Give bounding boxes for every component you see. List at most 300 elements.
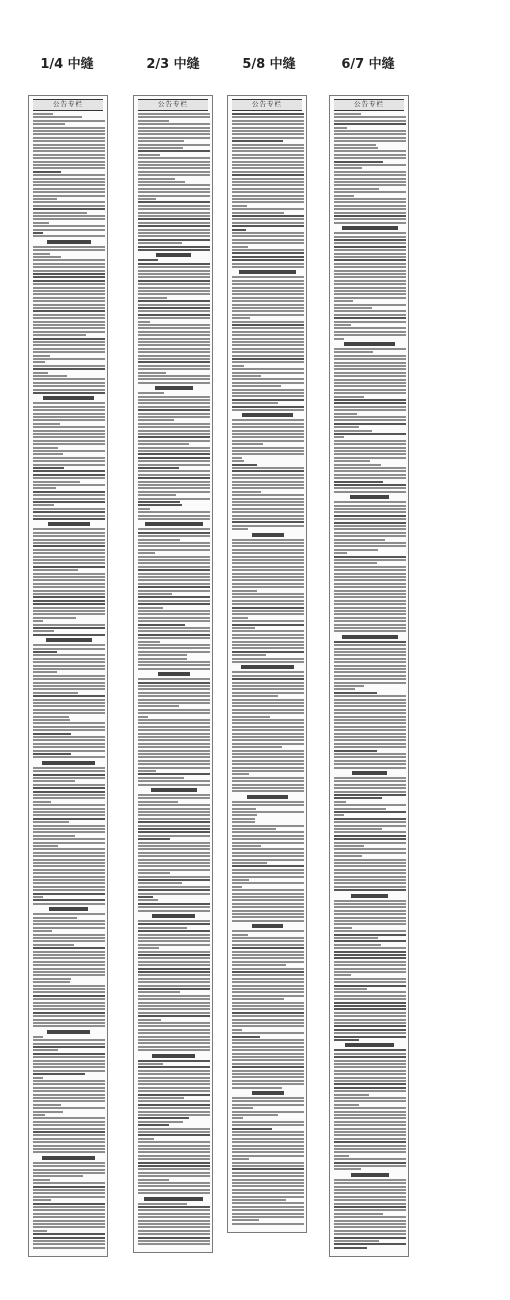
text-line — [334, 140, 406, 142]
text-line — [232, 372, 304, 374]
text-line — [138, 641, 160, 643]
text-line — [138, 852, 210, 854]
text-line — [334, 481, 383, 483]
text-line — [33, 1151, 105, 1153]
text-line — [334, 1186, 406, 1188]
text-line — [33, 256, 61, 258]
text-line — [334, 355, 406, 357]
text-line — [334, 991, 406, 993]
text-line — [33, 893, 105, 895]
text-line — [334, 641, 406, 643]
text-line — [138, 174, 210, 176]
text-line — [232, 913, 304, 915]
text-line — [33, 1111, 63, 1113]
text-line — [138, 232, 210, 234]
text-line — [33, 375, 67, 377]
text-line — [232, 763, 304, 765]
text-line — [33, 1141, 105, 1143]
text-line — [33, 545, 105, 547]
text-line — [33, 232, 43, 234]
text-line — [232, 1189, 304, 1191]
text-line — [33, 1134, 105, 1136]
text-line — [138, 1019, 161, 1021]
text-line — [334, 658, 406, 660]
text-line — [33, 954, 105, 956]
text-line — [33, 406, 105, 408]
text-line — [334, 1223, 406, 1225]
text-line — [334, 947, 406, 949]
text-line — [138, 1066, 210, 1068]
text-line — [138, 801, 178, 803]
text-line — [334, 338, 344, 340]
text-line — [232, 586, 304, 588]
text-line — [33, 549, 105, 551]
notice-subheading — [47, 1030, 90, 1034]
text-line — [33, 1145, 105, 1147]
text-line — [138, 1145, 210, 1147]
text-line — [33, 661, 105, 663]
text-line — [138, 869, 210, 871]
text-line — [232, 389, 304, 391]
text-line — [334, 971, 406, 973]
text-line — [232, 470, 304, 472]
text-line — [33, 736, 105, 738]
text-line — [232, 1012, 304, 1014]
text-line — [138, 321, 150, 323]
text-line — [138, 1158, 210, 1160]
text-line — [232, 995, 304, 997]
text-line — [138, 709, 210, 711]
text-line — [334, 872, 406, 874]
text-line — [138, 1022, 210, 1024]
text-line — [232, 184, 304, 186]
text-line — [232, 709, 304, 711]
text-line — [232, 201, 304, 203]
text-line — [334, 310, 406, 312]
text-line — [138, 991, 180, 993]
text-line — [138, 532, 210, 534]
text-line — [138, 842, 210, 844]
text-line — [138, 144, 210, 146]
text-line — [232, 671, 304, 673]
text-line — [33, 845, 58, 847]
text-line — [138, 191, 210, 193]
text-line — [334, 1155, 349, 1157]
newspaper-strip-6-7 — [329, 95, 409, 1257]
text-line — [33, 372, 48, 374]
text-line — [232, 293, 304, 295]
text-line — [138, 603, 210, 605]
text-line — [334, 379, 406, 381]
text-line — [232, 382, 304, 384]
text-line — [33, 1131, 105, 1133]
text-line — [334, 865, 406, 867]
text-line — [334, 831, 406, 833]
text-line — [334, 600, 406, 602]
text-line — [33, 1121, 105, 1123]
text-line — [334, 1128, 406, 1130]
text-line — [33, 147, 105, 149]
text-line — [232, 1131, 304, 1133]
text-line — [33, 838, 105, 840]
text-line — [232, 154, 304, 156]
text-line — [138, 1083, 210, 1085]
text-line — [232, 1025, 304, 1027]
text-line — [33, 648, 105, 650]
text-line — [33, 498, 105, 500]
text-line — [334, 116, 406, 118]
text-line — [232, 811, 304, 813]
text-line — [33, 770, 105, 772]
text-line — [334, 1036, 406, 1038]
text-line — [138, 906, 210, 908]
text-line — [334, 576, 406, 578]
notice-subheading — [342, 635, 398, 639]
text-line — [138, 518, 210, 520]
text-line — [138, 545, 210, 547]
text-line — [232, 361, 304, 363]
text-line — [232, 1223, 304, 1225]
text-line — [232, 889, 304, 891]
text-line — [33, 348, 105, 350]
text-line — [232, 1022, 304, 1024]
text-line — [232, 395, 304, 397]
text-line — [33, 998, 105, 1000]
text-line — [33, 556, 105, 558]
text-line — [138, 896, 153, 898]
text-line — [33, 327, 105, 329]
text-line — [232, 1206, 304, 1208]
text-line — [334, 406, 406, 408]
text-line — [232, 157, 304, 159]
text-line — [334, 1148, 406, 1150]
text-line — [138, 484, 210, 486]
text-line — [33, 484, 105, 486]
text-line — [334, 583, 406, 585]
text-line — [232, 699, 304, 701]
text-line — [334, 477, 406, 479]
text-line — [232, 644, 304, 646]
text-line — [232, 756, 304, 758]
text-line — [138, 399, 210, 401]
text-line — [138, 893, 210, 895]
text-line — [334, 1182, 406, 1184]
text-line — [138, 910, 210, 912]
text-line — [334, 610, 406, 612]
text-line — [334, 535, 406, 537]
text-line — [334, 739, 406, 741]
text-line — [334, 988, 367, 990]
text-line — [232, 593, 304, 595]
strip-header: 公告专栏 — [33, 99, 103, 111]
text-line — [138, 406, 210, 408]
text-line — [232, 1002, 304, 1004]
text-line — [33, 961, 105, 963]
text-line — [33, 430, 105, 432]
text-line — [334, 1060, 406, 1062]
text-line — [138, 338, 210, 340]
text-line — [33, 201, 105, 203]
text-line — [334, 280, 406, 282]
text-line — [232, 1107, 253, 1109]
text-line — [334, 273, 406, 275]
text-line — [334, 389, 406, 391]
text-line — [232, 1100, 304, 1102]
text-line — [232, 896, 304, 898]
text-line — [138, 899, 158, 901]
text-line — [334, 372, 406, 374]
text-line — [232, 287, 304, 289]
text-line — [334, 750, 377, 752]
text-line — [33, 576, 105, 578]
text-line — [33, 450, 105, 452]
text-line — [232, 722, 304, 724]
text-line — [33, 739, 105, 741]
notice-subheading — [342, 226, 398, 230]
text-line — [33, 280, 105, 282]
text-line — [138, 297, 167, 299]
text-line — [334, 828, 382, 830]
text-line — [334, 137, 406, 139]
text-line — [334, 617, 406, 619]
text-line — [334, 709, 406, 711]
text-line — [138, 879, 210, 881]
text-line — [33, 600, 105, 602]
text-line — [33, 304, 105, 306]
text-line — [232, 324, 304, 326]
text-line — [334, 695, 406, 697]
text-line — [334, 869, 406, 871]
text-line — [334, 699, 406, 701]
text-line — [334, 886, 406, 888]
text-line — [138, 1104, 210, 1106]
text-line — [334, 436, 344, 438]
text-line — [232, 453, 304, 455]
text-line — [334, 1165, 406, 1167]
text-line — [334, 164, 406, 166]
text-line — [232, 348, 304, 350]
text-line — [232, 1185, 304, 1187]
text-line — [33, 654, 105, 656]
text-line — [334, 382, 406, 384]
text-line — [334, 1220, 406, 1222]
text-line — [232, 777, 304, 779]
text-line — [334, 321, 406, 323]
text-line — [232, 1172, 304, 1174]
notice-subheading — [158, 672, 190, 676]
text-line — [33, 246, 105, 248]
text-line — [138, 586, 210, 588]
text-line — [232, 1059, 304, 1061]
text-line — [232, 862, 267, 864]
text-line — [334, 903, 406, 905]
text-line — [33, 361, 45, 363]
text-line — [232, 504, 304, 506]
column-label-5-8: 5/8 中缝 — [242, 57, 296, 72]
text-line — [334, 954, 406, 956]
text-line — [33, 1209, 105, 1211]
text-line — [232, 137, 304, 139]
text-line — [334, 181, 406, 183]
text-line — [232, 634, 304, 636]
text-line — [33, 974, 105, 976]
text-line — [138, 688, 210, 690]
text-line — [138, 259, 158, 261]
text-line — [334, 365, 406, 367]
text-line — [232, 120, 304, 122]
text-line — [138, 562, 210, 564]
text-line — [232, 903, 304, 905]
text-line — [232, 467, 304, 469]
text-line — [334, 1226, 406, 1228]
text-line — [334, 627, 406, 629]
text-line — [138, 661, 210, 663]
text-line — [232, 375, 261, 377]
text-line — [33, 1186, 105, 1188]
text-line — [33, 920, 105, 922]
text-line — [334, 423, 406, 425]
strip-header: 公告专栏 — [232, 99, 302, 111]
text-line — [33, 978, 71, 980]
text-line — [334, 845, 364, 847]
text-line — [232, 256, 304, 258]
notice-subheading — [144, 1197, 203, 1201]
text-line — [138, 607, 163, 609]
text-line — [138, 773, 210, 775]
text-line — [334, 1063, 406, 1065]
text-line — [138, 167, 210, 169]
text-line — [232, 705, 304, 707]
text-line — [33, 511, 105, 513]
text-line — [232, 978, 304, 980]
text-line — [334, 719, 406, 721]
text-line — [33, 392, 105, 394]
text-line — [138, 596, 210, 598]
text-line — [33, 157, 105, 159]
text-line — [232, 930, 304, 932]
text-line — [33, 825, 105, 827]
text-line — [334, 215, 406, 217]
notice-subheading — [42, 761, 95, 765]
text-line — [33, 154, 105, 156]
text-line — [138, 218, 210, 220]
text-line — [33, 951, 105, 953]
text-line — [33, 712, 105, 714]
text-line — [232, 750, 304, 752]
text-line — [33, 699, 105, 701]
text-line — [334, 1237, 406, 1239]
text-line — [232, 821, 255, 823]
text-line — [232, 1087, 282, 1089]
text-line — [232, 651, 304, 653]
text-line — [33, 293, 105, 295]
text-line — [33, 321, 105, 323]
notice-subheading — [345, 1043, 394, 1047]
text-line — [138, 658, 187, 660]
text-line — [232, 365, 244, 367]
text-line — [138, 487, 210, 489]
text-line — [33, 627, 105, 629]
text-line — [334, 814, 344, 816]
text-line — [232, 290, 304, 292]
text-line — [33, 225, 105, 227]
text-line — [232, 906, 304, 908]
notice-subheading — [241, 665, 294, 669]
text-line — [232, 627, 255, 629]
text-line — [334, 1015, 406, 1017]
text-line — [138, 426, 210, 428]
text-line — [138, 934, 210, 936]
text-line — [232, 1216, 304, 1218]
text-line — [138, 409, 210, 411]
text-line — [334, 1025, 406, 1027]
text-line — [334, 685, 364, 687]
newspaper-strip-2-3 — [133, 95, 213, 1253]
text-line — [232, 852, 304, 854]
text-line — [232, 954, 304, 956]
text-line — [232, 1066, 304, 1068]
text-line — [138, 501, 180, 503]
text-line — [334, 511, 406, 513]
text-line — [334, 1243, 406, 1245]
text-line — [334, 1145, 406, 1147]
text-line — [33, 338, 105, 340]
text-line — [138, 940, 210, 942]
text-line — [138, 613, 210, 615]
notice-subheading — [242, 413, 293, 417]
text-line — [232, 838, 304, 840]
text-line — [334, 791, 406, 793]
text-line — [334, 127, 347, 129]
text-line — [138, 767, 210, 769]
text-line — [33, 937, 105, 939]
text-line — [138, 617, 210, 619]
notice-text-block — [232, 113, 302, 1228]
text-line — [138, 951, 210, 953]
notice-subheading — [252, 533, 284, 537]
text-line — [232, 1029, 242, 1031]
text-line — [138, 722, 210, 724]
text-line — [138, 470, 210, 472]
text-line — [334, 961, 406, 963]
text-line — [232, 920, 304, 922]
text-line — [33, 133, 105, 135]
text-line — [232, 310, 304, 312]
text-line — [33, 171, 61, 173]
text-line — [138, 341, 210, 343]
text-line — [334, 763, 406, 765]
text-line — [334, 825, 406, 827]
text-line — [138, 290, 210, 292]
text-line — [33, 743, 105, 745]
text-line — [33, 733, 71, 735]
text-line — [232, 1073, 304, 1075]
text-line — [138, 1182, 210, 1184]
text-line — [334, 821, 406, 823]
text-line — [232, 784, 304, 786]
notice-subheading — [247, 795, 288, 799]
text-line — [33, 927, 105, 929]
text-line — [33, 991, 105, 993]
text-line — [232, 116, 304, 118]
text-line — [232, 998, 284, 1000]
text-line — [232, 944, 304, 946]
text-line — [334, 130, 406, 132]
text-line — [138, 1029, 210, 1031]
text-line — [33, 1005, 105, 1007]
text-line — [33, 1192, 105, 1194]
text-line — [334, 433, 406, 435]
